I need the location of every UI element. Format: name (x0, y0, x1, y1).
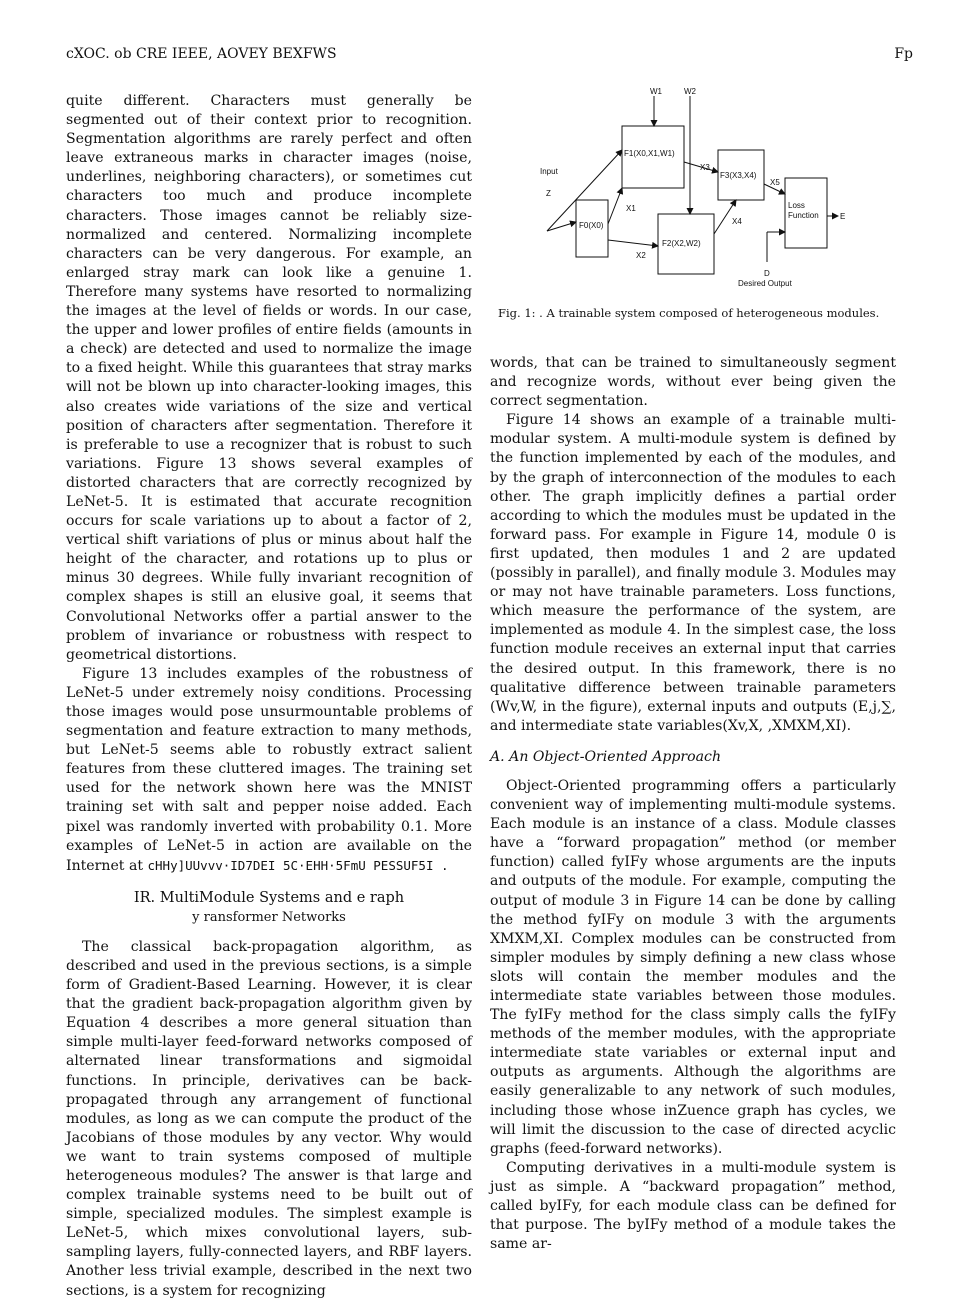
label-f2: F2(X2,W2) (662, 239, 701, 248)
url-link[interactable]: cHHy]UUvvv·ID7DEI 5C·EHH·5FmU PESSUF5I . (147, 857, 449, 873)
label-x4: X4 (732, 217, 742, 226)
header-journal: cXOC. ob CRE IEEE, AOVEY BEXFWS (66, 46, 337, 62)
paragraph: The classical back-propagation algorithm, as described and used in the previous sections, is a simple form of Gradient-Based Learning. However, it is clear that the gradient back-propagation algorithm given by Equation 4 describes a more general situation than simple multi-layer feed-forward networks composed of alternated linear transformations and sigmoidal functions. In principle, derivatives can be back-propagated through any arrangement of functional modules, as long as we can compute the product of the Jacobians of those modules by any vector. Why would we want to train systems composed of multiple heterogeneous modules? The answer is that large and complex trainable systems need to be built out of simple, specialized modules. The simplest example is LeNet-5, which mixes convolutional layers, sub-sampling layers, fully-connected layers, and RBF layers. Another less trivial example, described in the next two sections, is a system for recognizing (66, 938, 472, 1299)
label-x1: X1 (626, 204, 636, 213)
label-f1: F1(X0,X1,W1) (624, 149, 675, 158)
label-x3: X3 (700, 163, 710, 172)
label-w2: W2 (684, 87, 696, 96)
figure-module-diagram (490, 84, 896, 334)
label-d: D (764, 269, 770, 278)
paragraph: Figure 14 shows an example of a trainable multi-modular system. A multi-module system is defined by the function implemented by each of the modules, and by the graph of interconnection of the modules to each other. The graph implicitly defines a partial order according to which the modules must be updated in the forward pass. For example in Figure 14, module 0 is first updated, then modules 1 and 2 are updated (possibly in parallel), and finally module 3. Modules may or may not have trainable parameters. Loss functions, which measure the performance of the system, are implemented as module 4. In the simplest case, the loss function module receives an external input that carries the desired output. In this framework, there is no qualitative difference between trainable parameters (Wv,W, in the figure), external inputs and outputs (E,j,∑, and intermediate state variables(Xv,X, ,XMXM,XI). (490, 412, 896, 734)
label-f3: F3(X3,X4) (720, 171, 757, 180)
figure-caption: Fig. 1: . A trainable system composed of heterogeneous modules. (498, 306, 880, 320)
label-f0: F0(X0) (579, 221, 604, 230)
page-number: Fp (894, 46, 913, 62)
paragraph: Figure 13 includes examples of the robustness of LeNet-5 under extremely noisy conditions. Processing those images would pose unsurmountable problems of segmentation and feature extraction to many methods, but LeNet-5 seems able to robustly extract salient features from these cluttered images. The training set used for the network shown here was the MNIST training set with salt and pepper noise added. Each pixel was randomly inverted with probability 0.1. More examples of LeNet-5 in action are available on the Internet at cHHy]UUvvv·ID7DEI 5C·EHH·5FmU PESSUF5I . (66, 665, 472, 874)
label-input: Input (540, 167, 558, 176)
label-x5: X5 (770, 178, 780, 187)
section-heading: IR. MultiModule Systems and e raph y ransformer Networks (133, 889, 405, 925)
label-w1: W1 (650, 87, 662, 96)
label-e: E (840, 212, 846, 221)
label-function: Function (788, 211, 819, 220)
label-x2: X2 (636, 251, 646, 260)
right-column (490, 354, 896, 1254)
subsection-heading: A. An Object-Oriented Approach (490, 748, 722, 765)
paragraph: Object-Oriented programming offers a particularly convenient way of implementing multi-module systems. Each module is an instance of a class. Module classes have a “forward propagation” method (or member function) called fyIFy whose arguments are the inputs and outputs of the module. For example, computing the output of module 3 in Figure 14 can be done by calling the method fyIFy on module 3 with the arguments XMXM,XI. Complex modules can be constructed from simpler modules by simply defining a new class whose slots will contain the member modules and the intermediate state variables between those modules. The fyIFy method for the class simply calls the fyIFy methods of the member modules, with the appropriate intermediate state variables or external input and outputs as arguments. Although the algorithms are easily generalizable to any network of such modules, including those whose inZuence graph has cycles, we will limit the discussion to the case of directed acyclic graphs (feed-forward networks). (490, 777, 896, 1157)
running-header (66, 46, 913, 68)
diagram-svg (490, 84, 896, 304)
paragraph: quite different. Characters must generally be segmented out of their context prior to recognition. Segmentation algorithms are rarely perfect and often leave extraneous marks in character images (noise, underlines, neighboring characters), or sometimes cut characters too much and produce incomplete characters. Those images cannot be reliably size-normalized and centered. Normalizing incomplete characters can be very dangerous. For example, an enlarged stray mark can look like a genuine 1. Therefore many systems have resorted to normalizing the images at the level of fields or words. In our case, the upper and lower profiles of entire fields (amounts in a check) are detected and used to normalize the image to a fixed height. While this guarantees that stray marks will not be blown up into character-looking images, this also creates wide variations of the size and vertical position of characters after segmentation. Therefore it is preferable to use a recognizer that is robust to such variations. Figure 13 shows several examples of distorted characters that are correctly recognized by LeNet-5. It is estimated that accurate recognition occurs for scale variations up to about a factor of 2, vertical shift variations of plus or minus about half the height of the character, and rotations up to plus or minus 30 degrees. While fully invariant recognition of complex shapes is still an elusive goal, it seems that Convolutional Networks offer a partial answer to the problem of invariance or robustness with respect to geometrical distortions. (66, 93, 472, 663)
label-z: Z (546, 189, 551, 198)
label-desired-output: Desired Output (738, 279, 792, 288)
left-column (66, 92, 472, 1301)
paragraph: Computing derivatives in a multi-module system is just as simple. A “backward propagation” method, called byIFy, for each module class can be defined for that purpose. The byIFy method of a module takes the same ar- (490, 1159, 896, 1253)
paragraph: words, that can be trained to simultaneously segment and recognize words, without ever being given the correct segmentation. (490, 355, 896, 410)
label-loss: Loss (788, 201, 805, 210)
